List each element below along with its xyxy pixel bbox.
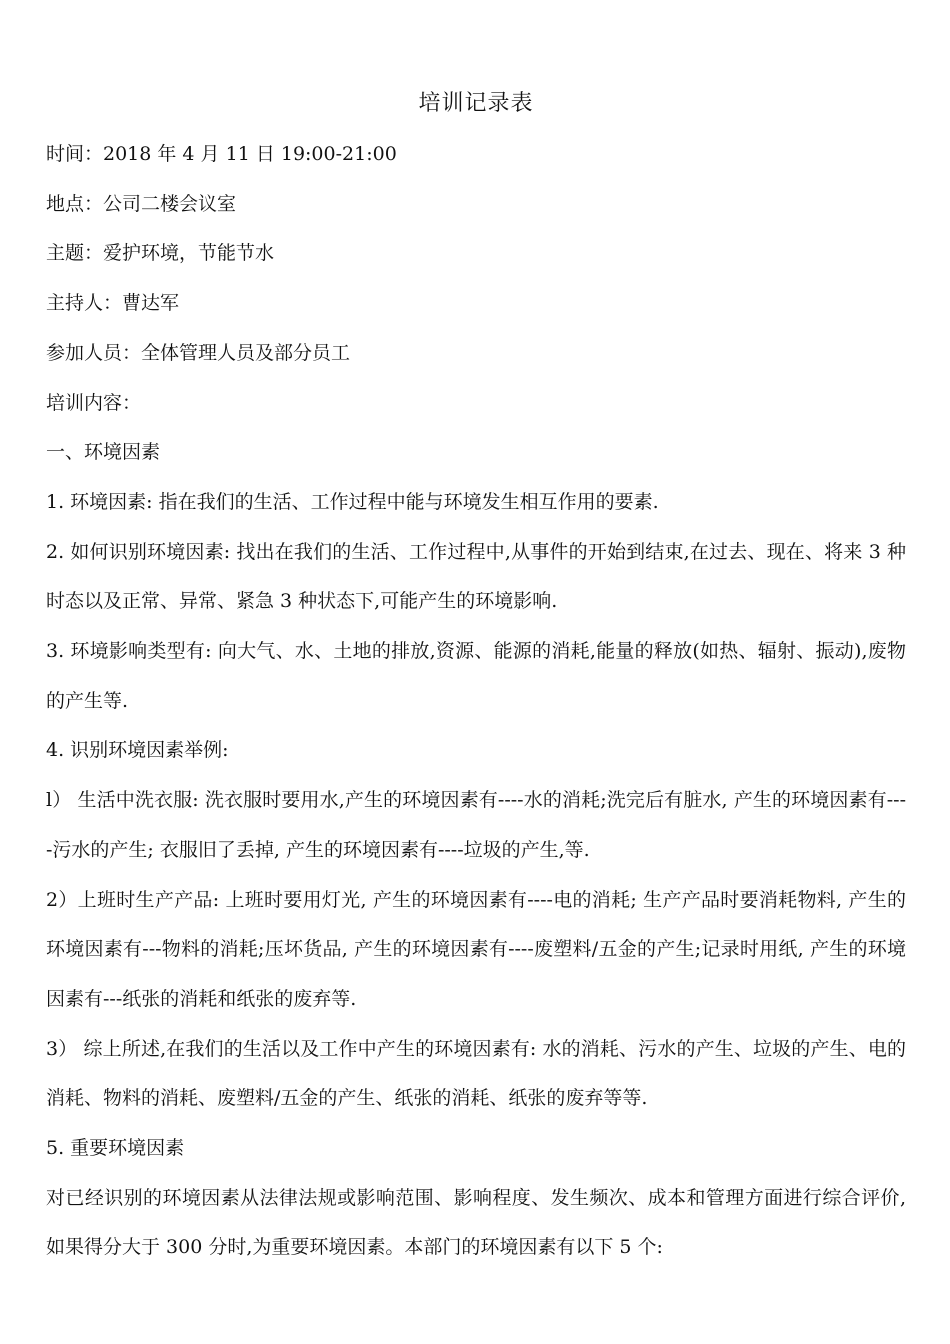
place-line: 地点：公司二楼会议室: [46, 192, 237, 215]
content-label: 培训内容：: [46, 391, 142, 414]
document-page: [46, 82, 906, 1273]
item-5-heading: 5. 重要环境因素: [46, 1137, 185, 1160]
example-2-production: 2）上班时生产产品: 上班时要用灯光, 产生的环境因素有----电的消耗; 生产产品时要消耗物料, 产生的环境因素有---物料的消耗;压坏货品, 产生的环境因素有----废塑料/五金的产生;记录时用纸, 产生的环境因素有---纸张的消耗和纸张的废弃等.: [46, 888, 906, 1010]
item-4-examples-heading: 4. 识别环境因素举例:: [46, 739, 229, 762]
example-1-laundry: l） 生活中洗衣服: 洗衣服时要用水,产生的环境因素有----水的消耗;洗完后有脏水, 产生的环境因素有----污水的产生; 衣服旧了丢掉, 产生的环境因素有----垃圾的产生,等.: [46, 789, 906, 861]
item-2-identification: 2. 如何识别环境因素: 找出在我们的生活、工作过程中,从事件的开始到结束,在过去、现在、将来 3 种时态以及正常、异常、紧急 3 种状态下,可能产生的环境影响.: [46, 540, 906, 613]
item-5-text: 对已经识别的环境因素从法律法规或影响范围、影响程度、发生频次、成本和管理方面进行综合评价,如果得分大于 300 分时,为重要环境因素。本部门的环境因素有以下 5 个:: [46, 1186, 906, 1259]
item-1-definition: 1. 环境因素: 指在我们的生活、工作过程中能与环境发生相互作用的要素.: [46, 490, 659, 513]
document-title: 培训记录表: [418, 91, 534, 116]
example-3-summary: 3） 综上所述,在我们的生活以及工作中产生的环境因素有: 水的消耗、污水的产生、垃圾的产生、电的消耗、物料的消耗、废塑料/五金的产生、纸张的消耗、纸张的废弃等等.: [46, 1037, 906, 1110]
time-line: 时间：2018 年 4 月 11 日 19:00-21:00: [46, 143, 397, 165]
host-line: 主持人：曹达军: [46, 292, 180, 315]
item-3-impact-types: 3. 环境影响类型有: 向大气、水、土地的排放,资源、能源的消耗,能量的释放(如热、辐射、振动),废物的产生等.: [46, 640, 906, 712]
participants-line: 参加人员：全体管理人员及部分员工: [46, 341, 351, 364]
topic-line: 主题：爱护环境，节能节水: [46, 242, 275, 265]
section-heading-environment-factors: 一、环境因素: [46, 441, 161, 464]
